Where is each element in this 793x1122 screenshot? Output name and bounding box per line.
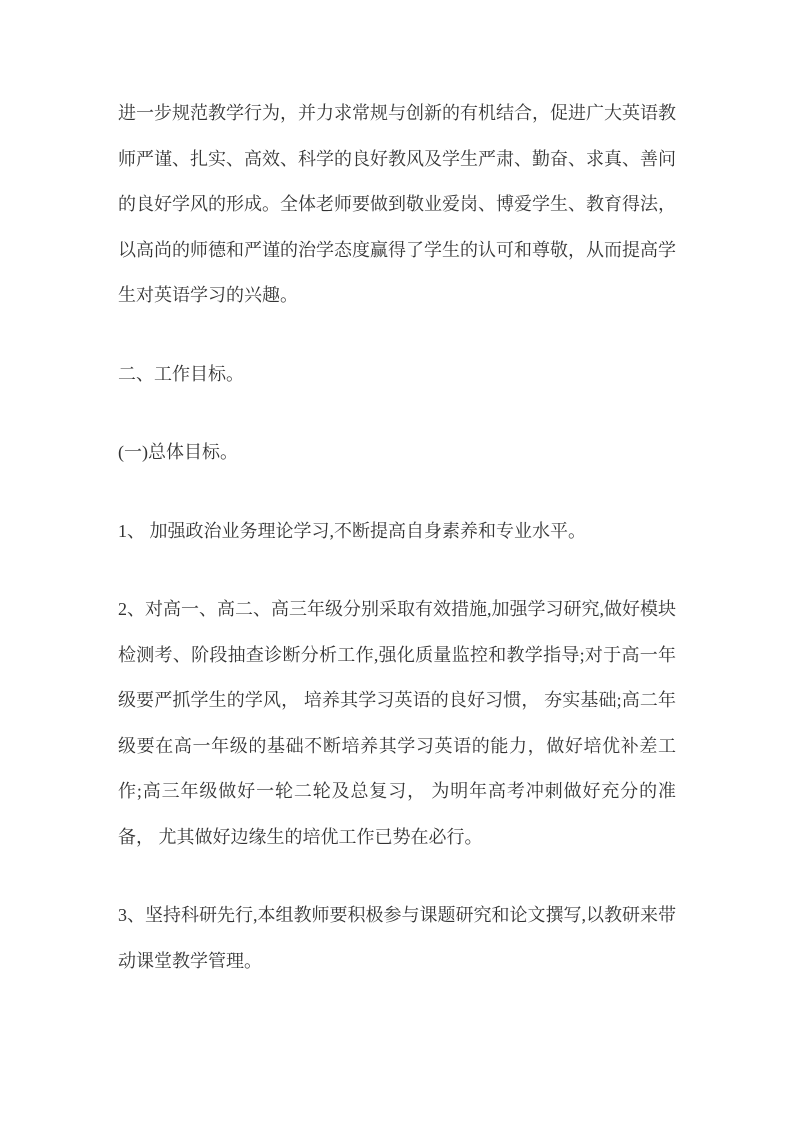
goal-item-3: 3、坚持科研先行,本组教师要积极参与课题研究和论文撰写,以教研来带动课堂教学管理。 bbox=[118, 905, 676, 971]
heading-overall-goals: (一)总体目标。 bbox=[118, 442, 238, 462]
heading-work-goals: 二、工作目标。 bbox=[118, 363, 244, 384]
goal-item-2: 2、对高一、高二、高三年级分别采取有效措施,加强学习研究,做好模块检测考、阶段抽查诊断分析工作,强化质量监控和教学指导;对于高一年级要严抓学生的学风， 培养其学习英语的良好习惯， 夯实基础;高二年级要在高一年级的基础不断培养其学习英语的能力，做好培优补差工作;高三年级做好一轮二轮及总复习， 为明年高考冲刺做好充分的准备， 尤其做好边缘生的培优工作已势在必行。 bbox=[118, 599, 676, 847]
intro-paragraph: 进一步规范教学行为，并力求常规与创新的有机结合，促进广大英语教师严谨、扎实、高效、科学的良好教风及学生严肃、勤奋、求真、善问的良好学风的形成。全体老师要做到敬业爱岗、博爱学生、教育得法，以高尚的师德和严谨的治学态度赢得了学生的认可和尊敬，从而提高学生对英语学习的兴趣。 bbox=[118, 103, 676, 305]
goal-item-1: 1、 加强政治业务理论学习,不断提高自身素养和专业水平。 bbox=[118, 520, 586, 541]
